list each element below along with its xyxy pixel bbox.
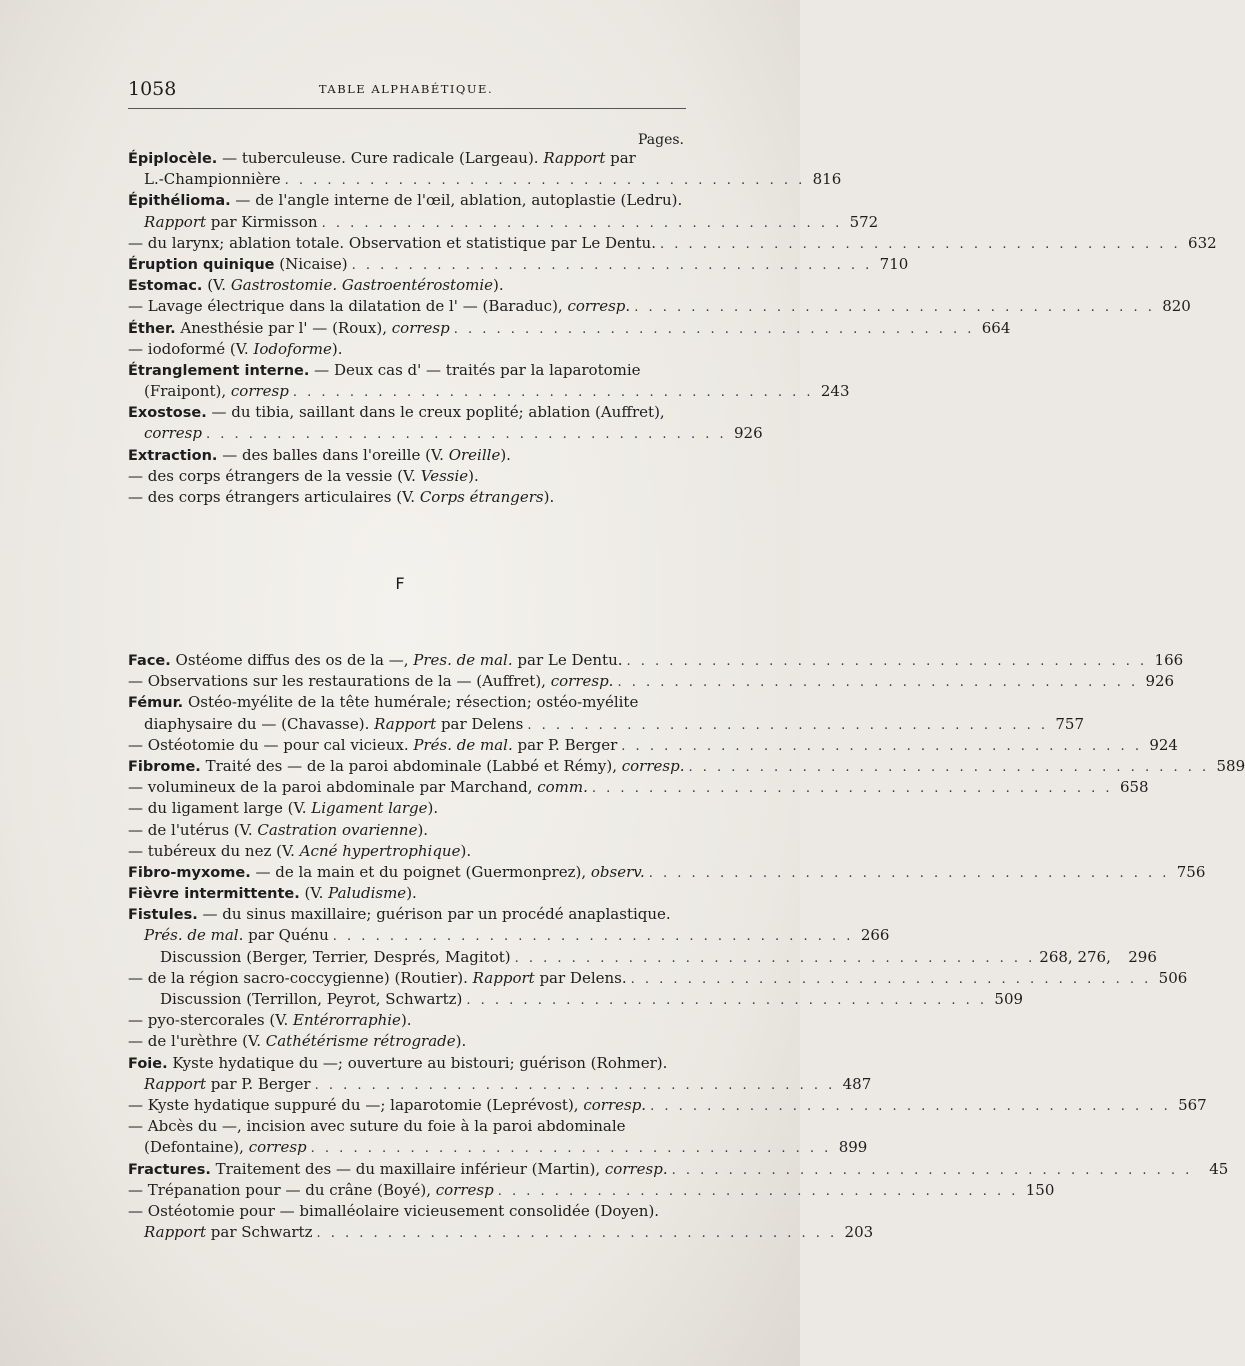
index-line [128,381,850,402]
entry-heading: Éruption quinique [128,256,275,273]
entry-text: — Lavage électrique dans la dilatation de l' — (Baraduc), [128,297,568,316]
entry-text: par P. Berger [206,1074,311,1093]
page-ref: 632 [1188,233,1217,252]
entry-heading: Fémur. [128,695,184,712]
index-line [128,402,688,423]
entry-text: ). [406,884,417,903]
entry-text: . [625,297,631,316]
index-line [128,233,1217,254]
italic-text: Castration ovarienne [257,820,418,839]
index-line-text [128,340,343,358]
page-ref: 899 [838,1138,868,1157]
index-line [128,883,688,904]
index-line [128,445,688,466]
entry-text: — des corps étrangers de la vessie (V. [128,466,421,485]
index-line-text [128,821,428,839]
entry-text: par Quénu [243,926,329,945]
dot-leader: . . . . . . . . . . . . . . . . . . . . . . . . . . . . . . . . . . . . . [453,321,975,337]
index-line [128,1010,688,1031]
index-line [128,360,688,381]
entry-heading: Éther. [128,320,176,337]
index-line-text [128,403,665,421]
entry-heading: Étranglement interne. [128,362,310,379]
index-line-text [128,361,641,379]
page-ref: 296 [1128,947,1157,966]
page-ref: 203 [844,1223,874,1242]
index-line [128,862,1206,883]
entry-text: ). [460,841,472,860]
entry-text: ). [417,820,429,839]
entry-text: ). [331,339,343,358]
italic-text: Ligament large [311,799,428,818]
italic-text: corresp [435,1180,494,1199]
entry-text: par Delens. [534,968,627,987]
entry-heading: Fractures. [128,1161,211,1178]
italic-text: corresp. [604,1159,668,1178]
header-rule [128,108,686,109]
dot-leader: . . . . . . . . . . . . . . . . . . . . . . . . . . . . . . . . . . . . . [332,929,854,945]
index-line [128,1074,872,1095]
entry-text: (Fraipont), [144,382,231,401]
entry-text: — pyo-stercorales (V. [128,1011,293,1030]
entry-text: ). [493,276,504,295]
italic-text: Oreille [448,445,501,464]
entry-text: — Ostéotomie du — pour cal vicieux. [128,735,414,754]
italic-text: corresp [230,382,289,401]
italic-text: Rapport [543,149,606,167]
italic-text: corresp [567,297,626,316]
dot-leader: . . . . . . . . . . . . . . . . . . . . . . . . . . . . . . . . . . . . . [621,738,1142,754]
italic-text: corresp [391,318,450,337]
entry-text: — Ostéotomie pour — bimalléolaire vicieusement consolidée (Doyen). [128,1201,660,1220]
entry-text: (Defontaine), [144,1138,249,1157]
entry-text: (Nicaise) [274,254,348,273]
index-line-text [128,233,656,254]
page-ref: 757 [1055,714,1085,733]
entry-text: par Le Dentu. [512,651,623,669]
index-line-text [128,254,348,276]
entry-text: ). [500,445,511,464]
index-line-text [128,1011,412,1029]
italic-text: Gastrostomie. Gastroentérostomie [230,276,494,295]
dot-leader: . . . . . . . . . . . . . . . . . . . . . . . . . . . . . . . . . . . . . [284,173,806,189]
index-line-text [160,947,511,968]
index-line [128,423,763,444]
entry-text: Traité des — de la paroi abdominale (Labbé et Rémy), [200,756,622,775]
italic-text: corresp [248,1138,307,1157]
dot-leader: . . . . . . . . . . . . . . . . . . . . . . . . . . . . . . . . . . . . . [292,385,814,401]
index-line [128,466,688,487]
italic-text: Rapport [144,212,207,231]
entry-heading: Fibrome. [128,758,201,775]
entry-text: Discussion (Berger, Terrier, Després, Magitot) [160,947,511,966]
index-line-text [144,169,281,190]
page-number: 1058 [128,78,177,100]
entry-text: par Delens [436,714,524,733]
index-line-text [128,1159,668,1181]
pages-column-label: Pages. [637,132,684,148]
index-line-text [128,735,617,756]
italic-text: Prés. de mal. [144,926,244,945]
index-line [128,1095,1207,1116]
italic-text: Pres. de mal. [413,651,513,669]
index-line-text [128,777,588,798]
index-line-text [144,714,523,735]
index-line [128,925,890,946]
page-ref: 572 [849,212,879,231]
index-line [128,777,1149,798]
page-ref: 926 [733,424,763,443]
dot-leader: . . . . . . . . . . . . . . . . . . . . . . . . . . . . . . . . . . . . . [310,1141,832,1157]
index-line [128,798,688,819]
index-line [128,1031,688,1052]
italic-text: Paludisme [328,884,407,903]
entry-text: ). [543,488,555,506]
entry-heading: Fibro-myxome. [128,864,251,881]
italic-text: Corps étrangers [419,488,544,506]
entry-text: L.-Championnière [144,170,281,189]
entry-heading: Épiplocèle. [128,151,218,167]
page-ref: 658 [1119,778,1149,797]
index-line [128,989,1024,1010]
italic-text: comm. [537,778,588,797]
italic-text: Rapport [144,1223,207,1242]
entry-text: — du ligament large (V. [128,799,312,818]
italic-text: Rapport [144,1074,207,1093]
dot-leader: . . . . . . . . . . . . . . . . . . . . . . . . . . . . . . . . . . . . . [626,654,1148,669]
entry-text: — des corps étrangers articulaires (V. [128,488,420,506]
index-line [128,1201,688,1222]
index-line-text [128,842,471,860]
page-ref: 45 [1209,1159,1229,1178]
index-line-text [128,862,645,884]
dot-leader: . . . . . . . . . . . . . . . . . . . . . . . . . . . . . . . . . . . . . [650,1098,1171,1114]
index-line [128,148,688,169]
entry-text: Kyste hydatique du —; ouverture au bistouri; guérison (Rohmer). [167,1053,668,1072]
entry-heading: Exostose. [128,405,207,422]
entry-text: — volumineux de la paroi abdominale par Marchand, [128,778,538,797]
dot-leader: . . . . . . . . . . . . . . . . . . . . . . . . . . . . . . . . . . . . . [648,865,1170,881]
index-line-text [128,671,613,692]
index-line-text [144,1222,313,1243]
italic-text: Acné hypertrophique [299,841,461,860]
italic-text: corresp [144,424,202,443]
page-ref: 506 [1158,968,1188,987]
italic-text: Rapport [374,714,437,733]
entry-text: — de l'urèthre (V. [128,1032,266,1051]
index-line [128,1053,688,1074]
index-line [128,1180,1055,1201]
index-line [128,169,842,190]
entry-text: ). [400,1011,412,1030]
dot-leader: . . . . . . . . . . . . . . . . . . . . . . . . . . . . . . . . . . . . . [514,950,1036,966]
entry-text: Ostéo-myélite de la tête humérale; résection; ostéo-myélite [183,693,639,712]
index-line-text [128,905,671,923]
index-line [128,487,688,508]
index-line-text [128,1202,659,1220]
index-line [128,650,1184,671]
index-line-text [128,650,623,672]
entry-text: (V. [202,276,231,295]
entry-text: par P. Berger [512,735,618,754]
index-line [128,692,688,713]
entry-text: Anesthésie par l' — (Roux), [175,318,392,337]
page-ref: 509 [994,990,1024,1008]
entry-text: — Kyste hydatique suppuré du —; laparotomie (Leprévost), [128,1095,584,1114]
entry-text: — Trépanation pour — du crâne (Boyé), [128,1180,436,1199]
dot-leader: . . . . . . . . . . . . . . . . . . . . . . . . . . . . . . . . . . . . . [591,781,1113,797]
entry-text: — Deux cas d' — traités par la laparotomie [309,360,641,379]
dot-leader: . . . . . . . . . . . . . . . . . . . . . . . . . . . . . . . . . . . . . [671,1162,1193,1178]
entry-text: Ostéome diffus des os de la —, [170,651,414,669]
entry-text: ). [427,799,439,818]
index-line-text [144,423,202,444]
index-line [128,820,688,841]
entry-text: (V. [299,884,329,903]
index-line [128,968,1188,989]
entry-heading: Épithélioma. [128,193,231,210]
index-line [128,254,909,275]
entry-text: — des balles dans l'oreille (V. [217,445,449,464]
index-line [128,841,688,862]
dot-leader: . . . . . . . . . . . . . . . . . . . . . . . . . . . . . . . . . . . . . [316,1226,838,1242]
index-line [128,339,688,360]
italic-text: Prés. de mal. [413,735,513,754]
entry-text: diaphysaire du — (Chavasse). [144,714,375,733]
index-section-f [128,650,1245,1243]
page-ref: 926 [1145,672,1175,691]
index-line [128,735,1178,756]
dot-leader: . . . . . . . . . . . . . . . . . . . . . . . . . . . . . . . . . . . . . [466,993,988,1008]
index-line [128,1137,868,1158]
entry-text: Traitement des — du maxillaire inférieur (Martin), [210,1159,605,1178]
index-line-text [128,968,627,989]
italic-text: observ. [590,862,645,881]
index-line-text [128,799,438,817]
index-line [128,318,1011,339]
index-line-text [128,756,684,778]
dot-leader: . . . . . . . . . . . . . . . . . . . . . . . . . . . . . . . . . . . . . [630,971,1152,987]
index-line-text [144,1074,311,1095]
italic-text: Iodoforme [253,339,332,358]
index-line-text [128,296,630,317]
italic-text: Entérorraphie [293,1011,401,1030]
index-line [128,714,1085,735]
entry-heading: Foie. [128,1055,168,1072]
entry-text: — iodoformé (V. [128,339,254,358]
dot-leader: . . . . . . . . . . . . . . . . . . . . . . . . . . . . . . . . . . . . . [314,1077,836,1093]
index-line-text [128,1095,646,1116]
index-line-text [128,446,511,464]
page-ref: 589 [1216,756,1245,775]
index-line [128,296,1191,317]
page-ref-extra: 268, 276, [1039,947,1111,966]
index-section-e [128,148,1217,508]
entry-text: — tuberculeuse. Cure radicale (Largeau). [217,149,544,167]
index-line [128,904,688,925]
dot-leader: . . . . . . . . . . . . . . . . . . . . . . . . . . . . . . . . . . . . . [527,717,1049,733]
page-ref: 567 [1178,1095,1207,1114]
index-line-text [144,1137,307,1158]
entry-text: Discussion (Terrillon, Peyrot, Schwartz) [160,990,463,1008]
entry-text: — du sinus maxillaire; guérison par un procédé anaplastique. [197,905,671,924]
index-line-text [160,989,462,1010]
entry-text: — de l'utérus (V. [128,820,258,839]
index-line-text [128,884,417,902]
page-ref: 710 [879,254,909,273]
index-line [128,1222,874,1243]
page-ref: 166 [1154,651,1184,669]
page-ref: 266 [860,926,890,945]
italic-text: Rapport [472,968,535,987]
page-ref: 816 [812,170,842,189]
dot-leader: . . . . . . . . . . . . . . . . . . . . . . . . . . . . . . . . . . . . . [497,1183,1019,1199]
entry-text: — de la main et du poignet (Guermonprez), [250,862,591,881]
page-ref: 756 [1176,862,1206,881]
index-line-text [128,318,450,340]
entry-heading: Estomac. [128,278,203,295]
dot-leader: . . . . . . . . . . . . . . . . . . . . . . . . . . . . . . . . . . . . . [321,215,843,231]
dot-leader: . . . . . . . . . . . . . . . . . . . . . . . . . . . . . . . . . . . . . [205,427,727,443]
entry-text: — tubéreux du nez (V. [128,841,300,860]
index-line-text [144,212,318,233]
page-ref: 487 [842,1074,872,1093]
entry-text: ). [455,1032,467,1051]
page-ref: 664 [981,318,1011,337]
dot-leader: . . . . . . . . . . . . . . . . . . . . . . . . . . . . . . . . . . . . . [660,236,1181,252]
entry-text: par [605,149,636,167]
italic-text: corresp. [583,1095,647,1114]
entry-text: — de l'angle interne de l'œil, ablation, autoplastie (Ledru). [230,191,683,210]
italic-text: Cathétérisme rétrograde [265,1032,456,1051]
entry-heading: Fièvre intermittente. [128,886,300,903]
section-letter: F [395,574,405,593]
entry-text: par Schwartz [206,1223,313,1242]
italic-text: corresp. [621,756,685,775]
entry-text: — Observations sur les restaurations de la — (Auffret), [128,672,551,691]
italic-text: Vessie [420,466,469,485]
index-line [128,190,688,211]
dot-leader: . . . . . . . . . . . . . . . . . . . . . . . . . . . . . . . . . . . . . [351,257,873,273]
index-line-text [128,467,479,485]
dot-leader: . . . . . . . . . . . . . . . . . . . . . . . . . . . . . . . . . . . . . [617,675,1139,691]
running-title: TABLE ALPHABÉTIQUE. [318,82,494,96]
entry-heading: Fistules. [128,907,198,924]
entry-text: — Abcès du —, incision avec suture du foie à la paroi abdominale [128,1117,626,1136]
index-line-text [144,925,329,946]
entry-text: — du larynx; ablation totale. Observation et statistique par Le Dentu. [128,233,656,252]
dot-leader: . . . . . . . . . . . . . . . . . . . . . . . . . . . . . . . . . . . . . [634,300,1155,316]
page-ref: 243 [820,382,850,401]
index-line [128,1159,1229,1180]
entry-text: ). [468,466,479,485]
index-line-text [128,1180,494,1201]
index-line-text [128,1117,626,1135]
running-head [128,78,684,100]
italic-text: corresp. [550,672,614,691]
index-line [128,947,1157,968]
index-line [128,756,1245,777]
page-ref: 924 [1149,735,1178,754]
entry-text: — de la région sacro-coccygienne) (Routier). [128,968,473,987]
index-line [128,212,879,233]
entry-heading: Extraction. [128,447,218,464]
index-line-text [128,1032,466,1050]
index-line-text [128,1054,667,1072]
index-line [128,275,688,296]
dot-leader: . . . . . . . . . . . . . . . . . . . . . . . . . . . . . . . . . . . . . [688,759,1210,775]
index-line-text [128,149,636,167]
index-line-text [128,693,638,711]
index-line [128,1116,688,1137]
index-line-text [144,381,289,402]
index-line [128,671,1175,692]
index-line-text [128,191,682,209]
page-ref: 150 [1025,1180,1055,1199]
page-ref: 820 [1162,297,1191,316]
index-line-text [128,276,504,294]
entry-text: — du tibia, saillant dans le creux poplité; ablation (Auffret), [206,403,665,422]
entry-heading: Face. [128,653,171,669]
index-line-text [128,488,554,506]
entry-text: par Kirmisson [206,212,318,231]
